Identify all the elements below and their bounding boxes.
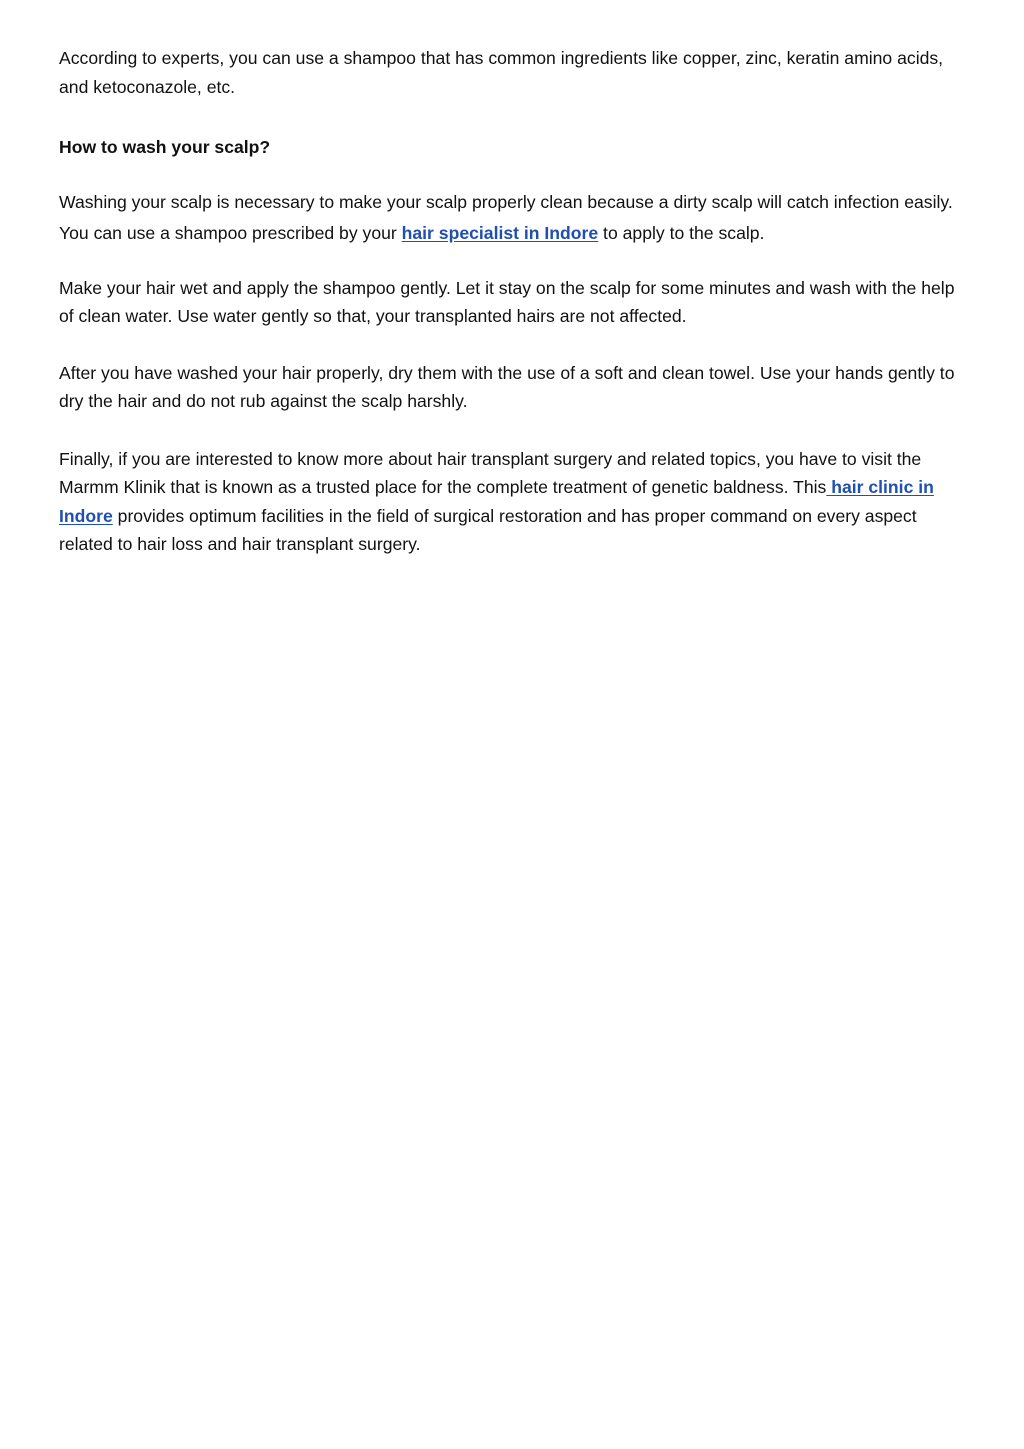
shampoo-paragraph	[59, 219, 969, 248]
shampoo-paragraph-text-after: to apply to the scalp.	[598, 223, 765, 243]
hair-specialist-link[interactable]: hair specialist in Indore	[401, 223, 599, 243]
intro-paragraph: According to experts, you can use a shampoo that has common ingredients like copper, zinc, keratin amino acids, and ketoconazole, etc.	[59, 48, 944, 97]
dry-hair-paragraph: After you have washed your hair properly, dry them with the use of a soft and clean towel. Use your hands gently to dry the hair and do not rub against the scalp harshly.	[59, 362, 955, 411]
hair-clinic-link[interactable]: hair clinic in Indore	[59, 477, 934, 526]
section-heading: How to wash your scalp?	[59, 137, 271, 157]
final-paragraph	[59, 445, 969, 559]
final-paragraph-text-before: Finally, if you are interested to know more about hair transplant surgery and related topics, you have to visit the Marmm Klinik that is known as a trusted place for the complete treatment of genetic baldness. This	[59, 448, 922, 497]
wet-hair-paragraph: Make your hair wet and apply the shampoo gently. Let it stay on the scalp for some minutes and wash with the help of clean water. Use water gently so that, your transplanted hairs are not affected.	[59, 277, 955, 326]
shampoo-paragraph-text-before: You can use a shampoo prescribed by your	[59, 223, 402, 243]
wash-scalp-paragraph: Washing your scalp is necessary to make your scalp properly clean because a dirty scalp will catch infection easily.	[59, 191, 953, 212]
final-paragraph-text-after: provides optimum facilities in the field of surgical restoration and has proper command on every aspect related to hair loss and hair transplant surgery.	[59, 505, 917, 554]
document-page	[59, 44, 969, 559]
